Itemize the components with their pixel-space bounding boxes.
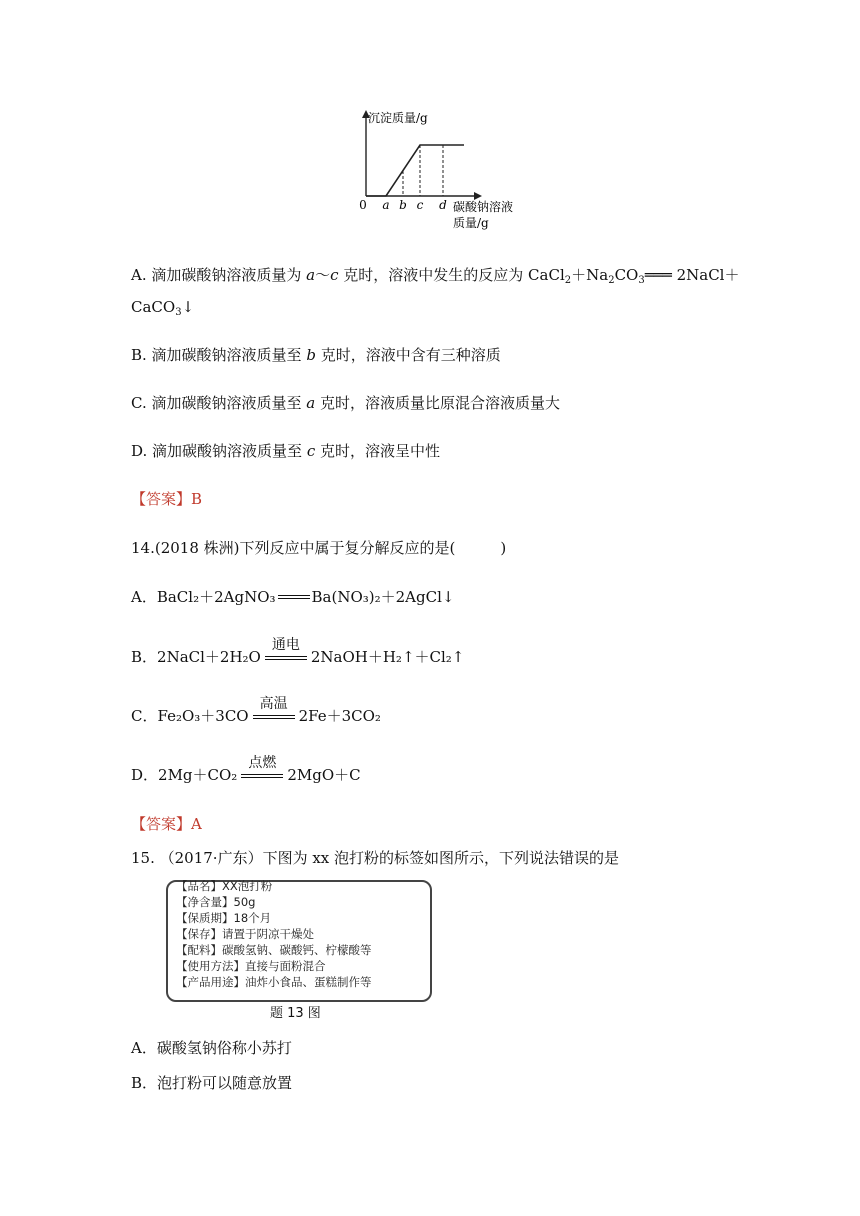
q14-option-c: C．Fe₂O₃＋3CO 高温 2Fe＋3CO₂ xyxy=(131,696,381,725)
q14-option-a: A．BaCl₂＋2AgNO₃ Ba(NO₃)₂＋2AgCl↓ xyxy=(131,588,455,606)
label-line: 【保质期】18个月 xyxy=(176,911,272,925)
precipitate-chart xyxy=(340,108,540,233)
reaction-condition: 点燃 xyxy=(241,770,283,780)
q13-option-c: C. 滴加碳酸钠溶液质量至 a 克时，溶液质量比原混合溶液质量大 xyxy=(131,394,560,412)
label-line: 【产品用途】油炸小食品、蛋糕制作等 xyxy=(176,975,372,989)
tick-b: b xyxy=(399,198,407,212)
x-axis-label-line1: 碳酸钠溶液 xyxy=(453,200,514,214)
label-line: 【使用方法】直接与面粉混合 xyxy=(176,959,326,973)
tick-c: c xyxy=(416,198,424,212)
x-axis-label-line2: 质量/g xyxy=(453,216,489,230)
tick-a: a xyxy=(382,198,390,212)
q14-stem: 14.(2018 株洲)下列反应中属于复分解反应的是( ) xyxy=(131,539,507,557)
q15-option-a: A．碳酸氢钠俗称小苏打 xyxy=(131,1039,292,1057)
q14-option-d: D．2Mg＋CO₂ 点燃 2MgO＋C xyxy=(131,755,361,784)
label-line: 【品名】XX泡打粉 xyxy=(176,879,273,893)
y-axis-label: 沉淀质量/g xyxy=(368,111,428,125)
reaction-condition: 高温 xyxy=(253,711,295,721)
q13-option-a: A. 滴加碳酸钠溶液质量为 a～c 克时，溶液中发生的反应为 $CaCl_2+Na_2CO_3═══$ 2NaCl＋ xyxy=(131,266,740,286)
label-line: 【净含量】50g xyxy=(176,895,256,909)
q15-stem: 15. （2017·广东）下图为 xx 泡打粉的标签如图所示，下列说法错误的是 xyxy=(131,849,620,867)
q13-option-d: D. 滴加碳酸钠溶液质量至 c 克时，溶液呈中性 xyxy=(131,442,440,460)
equals-sign xyxy=(278,592,310,602)
x-axis-arrow xyxy=(474,192,482,200)
label-line: 【保存】请置于阴凉干燥处 xyxy=(176,927,314,941)
series-line xyxy=(366,145,464,196)
q14-option-b: B．2NaCl＋2H₂O 通电 2NaOH＋H₂↑＋Cl₂↑ xyxy=(131,637,465,666)
tick-d: d xyxy=(439,198,447,212)
figure-caption: 题 13 图 xyxy=(270,1006,321,1021)
label-line: 【配料】碳酸氢钠、碳酸钙、柠檬酸等 xyxy=(176,943,372,957)
tick-0: 0 xyxy=(359,198,367,212)
q15-option-b: B．泡打粉可以随意放置 xyxy=(131,1074,293,1092)
q13-option-a-cont: CaCO$_3$↓ xyxy=(131,298,195,318)
product-label-image xyxy=(166,880,432,1002)
reaction-condition: 通电 xyxy=(265,652,307,662)
q13-answer: 【答案】B xyxy=(131,490,203,508)
q14-answer: 【答案】A xyxy=(131,815,202,833)
q13-option-b: B. 滴加碳酸钠溶液质量至 b 克时，溶液中含有三种溶质 xyxy=(131,346,501,364)
